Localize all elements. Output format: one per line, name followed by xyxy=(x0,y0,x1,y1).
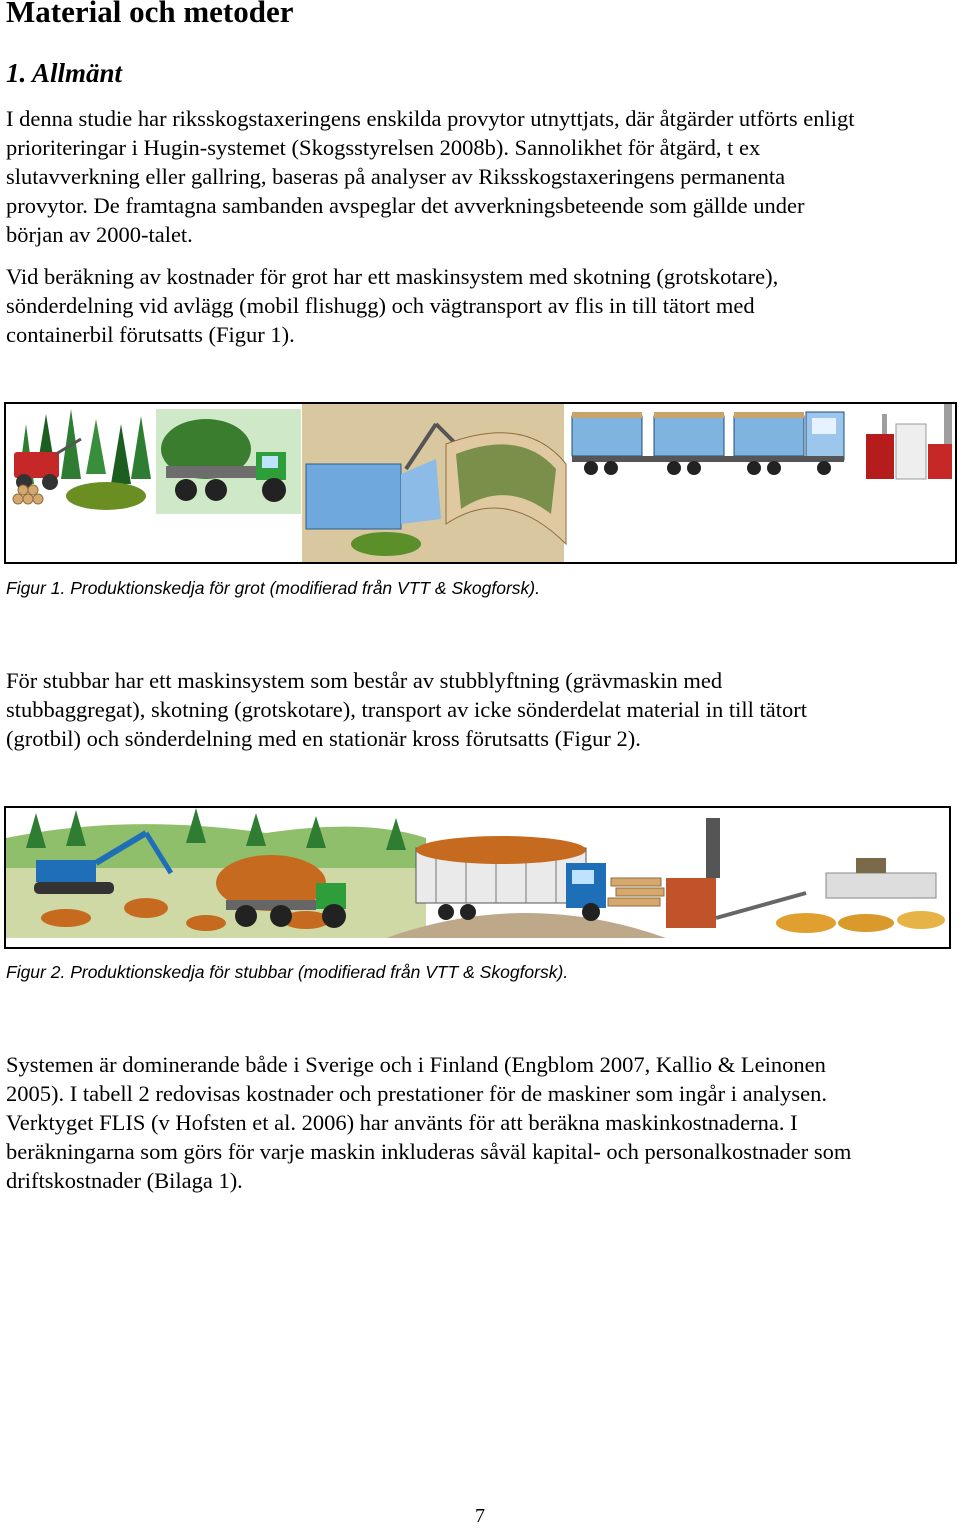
paragraph-line: slutavverkning eller gallring, baseras på analyser av Riksskogstaxeringens permanenta xyxy=(6,164,786,189)
paragraph-2 xyxy=(6,262,958,349)
heating-plant-illustration xyxy=(866,404,952,479)
chipper-illustration xyxy=(302,404,566,562)
section-heading: 1. Allmänt xyxy=(6,58,123,88)
page-number: 7 xyxy=(475,1505,485,1527)
forwarder-illustration xyxy=(156,409,301,514)
paragraph-line: Systemen är dominerande både i Sverige och i Finland (Engblom 2007, Kallio & Leinonen xyxy=(6,1052,826,1077)
figure-2-caption: Figur 2. Produktionskedja för stubbar (modifierad från VTT & Skogforsk). xyxy=(6,962,569,982)
paragraph-line: sönderdelning vid avlägg (mobil flishugg) och vägtransport av flis in till tätort med xyxy=(6,293,755,318)
paragraph-line: För stubbar har ett maskinsystem som består av stubblyftning (grävmaskin med xyxy=(6,668,723,693)
paragraph-line: provytor. De framtagna sambanden avspeglar det avverkningsbeteende som gällde under xyxy=(6,193,805,218)
paragraph-line: 2005). I tabell 2 redovisas kostnader och prestationer för de maskiner som ingår i analysen. xyxy=(6,1081,828,1106)
paragraph-line: I denna studie har riksskogstaxeringens enskilda provytor utnyttjats, där åtgärder utförts enligt xyxy=(6,106,855,131)
paragraph-4 xyxy=(6,1050,958,1195)
paragraph-line: prioriteringar i Hugin-systemet (Skogsstyrelsen 2008b). Sannolikhet för åtgärd, t ex xyxy=(6,135,761,160)
figure-2-image xyxy=(4,806,951,949)
paragraph-line: stubbaggregat), skotning (grotskotare), transport av icke sönderdelat material in till tätort xyxy=(6,697,808,722)
paragraph-line: början av 2000-talet. xyxy=(6,222,193,247)
figure-1-image xyxy=(4,402,957,564)
paragraph-line: Verktyget FLIS (v Hofsten et al. 2006) har använts för att beräkna maskinkostnaderna. I xyxy=(6,1110,798,1135)
paragraph-3 xyxy=(6,666,958,753)
paragraph-line: driftskostnader (Bilaga 1). xyxy=(6,1168,243,1193)
paragraph-line: Vid beräkning av kostnader för grot har ett maskinsystem med skotning (grotskotare), xyxy=(6,264,779,289)
figure-1-caption: Figur 1. Produktionskedja för grot (modifierad från VTT & Skogforsk). xyxy=(6,578,540,598)
container-truck-illustration xyxy=(572,412,844,475)
paragraph-1 xyxy=(6,104,958,249)
page-heading: Material och metoder xyxy=(6,0,294,29)
forest-harvester-illustration xyxy=(6,404,156,514)
paragraph-line: containerbil förutsatts (Figur 1). xyxy=(6,322,295,347)
paragraph-line: beräkningarna som görs för varje maskin inkluderas såväl kapital- och personalkostnader som xyxy=(6,1139,852,1164)
paragraph-line: (grotbil) och sönderdelning med en stationär kross förutsatts (Figur 2). xyxy=(6,726,641,751)
